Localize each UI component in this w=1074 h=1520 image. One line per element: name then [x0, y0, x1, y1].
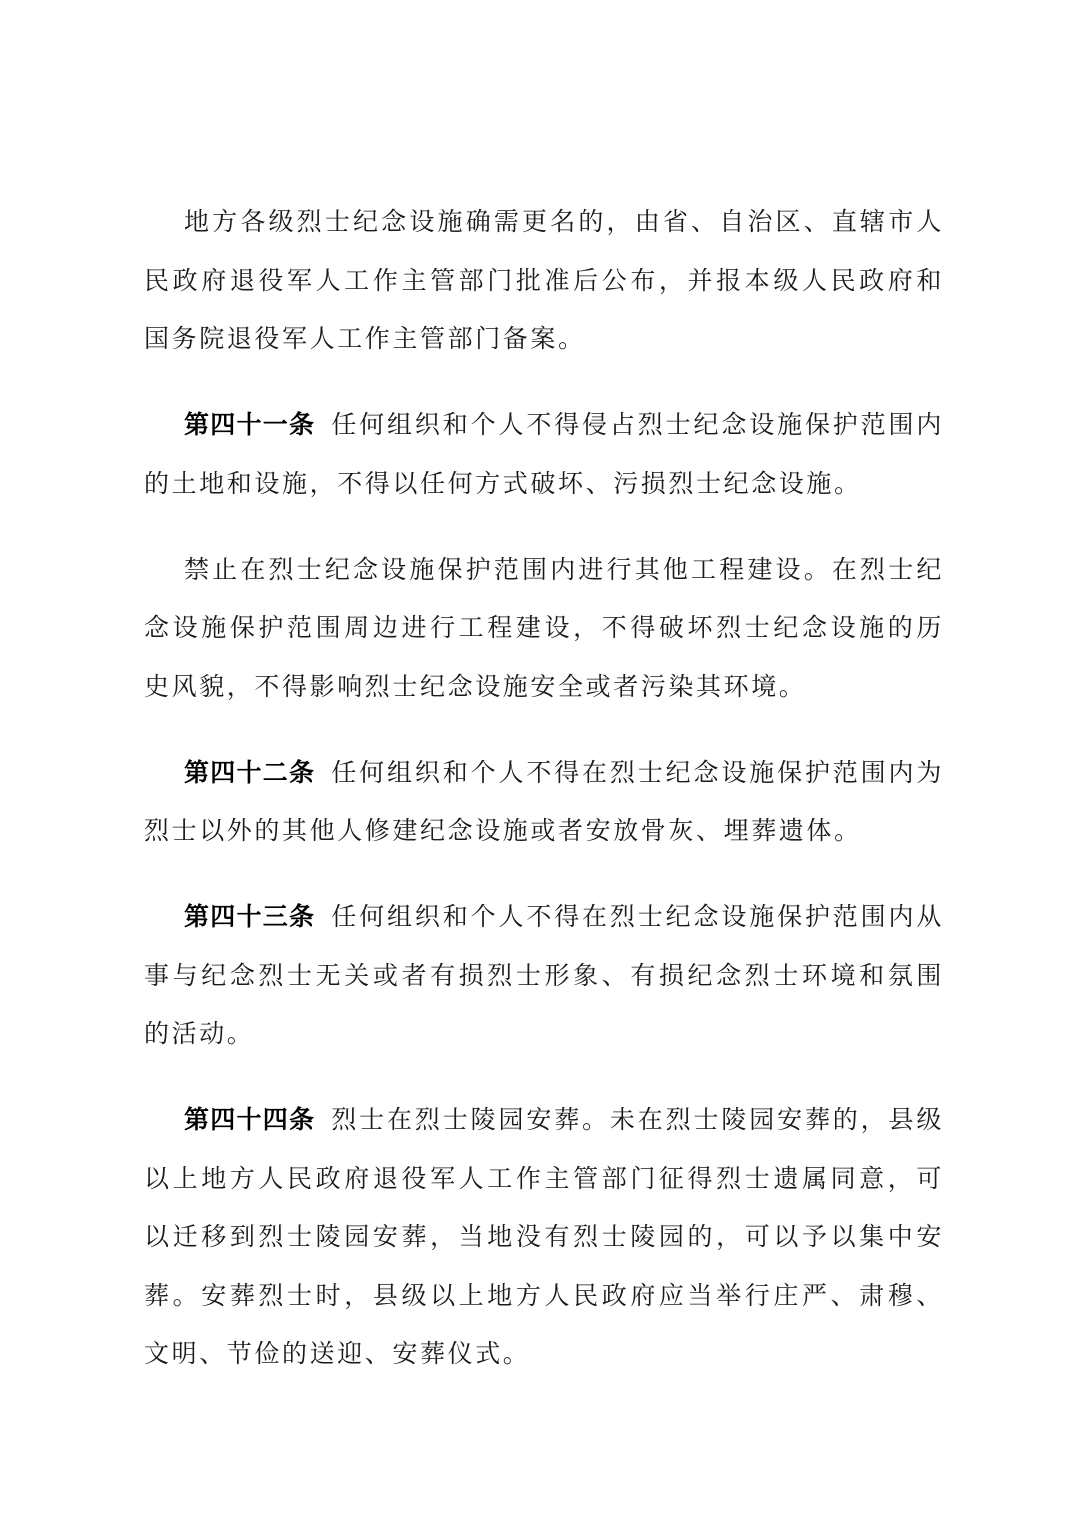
paragraph-text: 任何组织和个人不得在烈士纪念设施保护范围内从事与纪念烈士无关或者有损烈士形象、有损纪念烈士环境和氛围的活动。	[144, 902, 944, 1048]
document-page	[144, 193, 944, 1411]
paragraph-article-43	[144, 888, 944, 1064]
paragraph-text: 地方各级烈士纪念设施确需更名的，由省、自治区、直辖市人民政府退役军人工作主管部门批准后公布，并报本级人民政府和国务院退役军人工作主管部门备案。	[144, 207, 944, 353]
paragraph-article-41	[144, 396, 944, 513]
paragraph-article-44	[144, 1091, 944, 1384]
paragraph-text: 烈士在烈士陵园安葬。未在烈士陵园安葬的，县级以上地方人民政府退役军人工作主管部门征得烈士遗属同意，可以迁移到烈士陵园安葬，当地没有烈士陵园的，可以予以集中安葬。安葬烈士时，县级以上地方人民政府应当举行庄严、肃穆、文明、节俭的送迎、安葬仪式。	[144, 1105, 944, 1368]
paragraph-construction-ban	[144, 541, 944, 717]
article-title: 第四十三条	[184, 902, 316, 931]
article-title: 第四十四条	[184, 1105, 316, 1134]
paragraph-text: 禁止在烈士纪念设施保护范围内进行其他工程建设。在烈士纪念设施保护范围周边进行工程建设，不得破坏烈士纪念设施的历史风貌，不得影响烈士纪念设施安全或者污染其环境。	[144, 554, 944, 701]
paragraph-text: 任何组织和个人不得在烈士纪念设施保护范围内为烈士以外的其他人修建纪念设施或者安放骨灰、埋葬遗体。	[144, 757, 944, 845]
paragraph-renaming-clause	[144, 193, 944, 369]
article-title: 第四十二条	[184, 757, 316, 787]
paragraph-article-42	[144, 744, 944, 861]
article-title: 第四十一条	[184, 410, 316, 439]
paragraph-text: 任何组织和个人不得侵占烈士纪念设施保护范围内的土地和设施，不得以任何方式破坏、污损烈士纪念设施。	[144, 410, 944, 498]
